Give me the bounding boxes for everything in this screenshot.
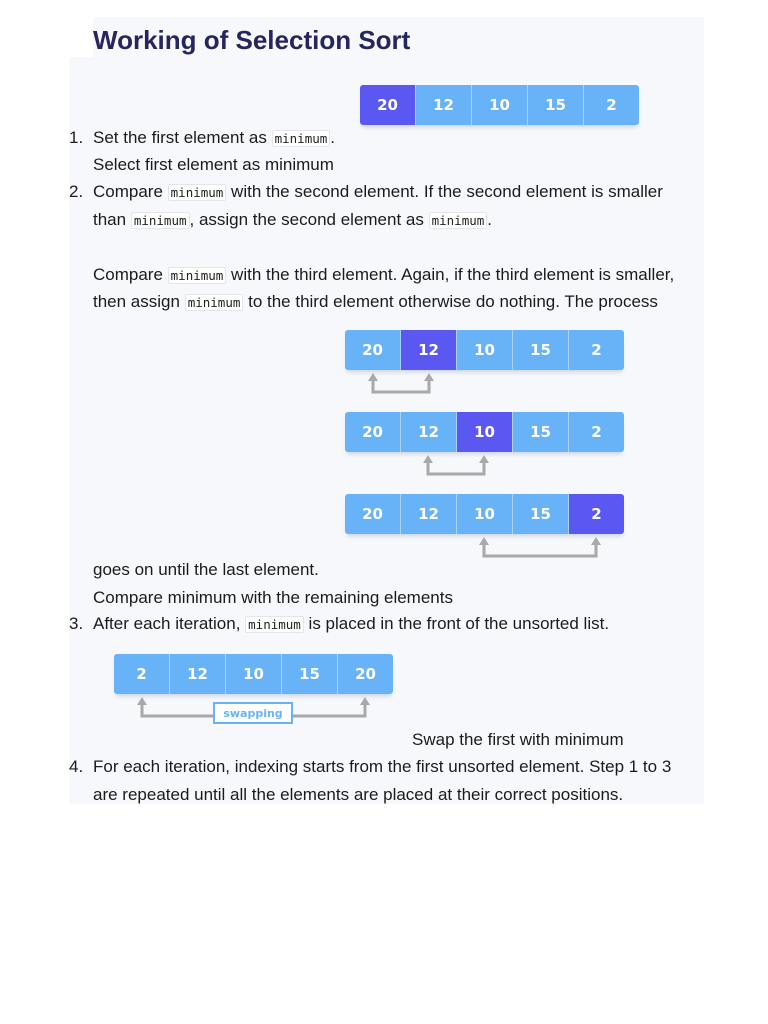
swapping-label: swapping (213, 702, 293, 724)
array-initial (360, 85, 639, 125)
array-cell: 12 (401, 412, 457, 452)
array-cell: 15 (513, 494, 569, 534)
text-fragment: After each iteration, (93, 614, 246, 633)
step-4-line-1: For each iteration, indexing starts from the first unsorted element. Step 1 to 3 (93, 757, 672, 776)
array-cell: 20 (338, 654, 393, 694)
array-cell: 10 (457, 494, 513, 534)
text-fragment: Compare (93, 265, 168, 284)
array-cell: 2 (584, 85, 639, 125)
step-2-line-2 (93, 206, 492, 234)
array-cell-minimum: 2 (569, 494, 624, 534)
text-fragment: . (487, 210, 493, 229)
text-fragment: is placed in the front of the unsorted list. (303, 614, 610, 633)
page-title: Working of Selection Sort (93, 25, 411, 55)
step-3-caption: Swap the first with minimum (412, 730, 624, 749)
array-cell: 12 (170, 654, 226, 694)
code-minimum: minimum (168, 184, 227, 201)
text-fragment: with the second element. If the second element is smaller (226, 182, 663, 201)
code-minimum: minimum (131, 212, 190, 229)
array-cell: 20 (345, 330, 401, 370)
array-after-swap (114, 654, 393, 694)
code-minimum: minimum (185, 294, 244, 311)
step-3-number: 3. (69, 614, 84, 633)
step-1-text (93, 124, 335, 152)
code-minimum: minimum (429, 212, 488, 229)
array-cell: 2 (569, 412, 624, 452)
compare-connector-arrow (476, 536, 606, 562)
step-2-line-1 (93, 178, 663, 206)
step-2-line-5: goes on until the last element. (93, 560, 319, 579)
text-fragment: , assign the second element as (189, 210, 429, 229)
array-cell: 15 (513, 330, 569, 370)
code-minimum: minimum (168, 267, 227, 284)
array-compare-second (345, 330, 624, 370)
array-cell: 10 (457, 330, 513, 370)
array-cell: 12 (401, 494, 457, 534)
array-cell-minimum: 10 (457, 412, 513, 452)
text-fragment: to the third element otherwise do nothing. The process (243, 292, 658, 311)
array-compare-third (345, 412, 624, 452)
step-3-text (93, 610, 609, 638)
array-compare-last (345, 494, 624, 534)
text-fragment: Compare (93, 182, 168, 201)
array-cell-minimum: 12 (401, 330, 457, 370)
array-cell: 15 (282, 654, 338, 694)
step-4-line-2: are repeated until all the elements are placed at their correct positions. (93, 785, 624, 804)
compare-connector-arrow (365, 372, 439, 398)
step-2-caption: Compare minimum with the remaining elements (93, 588, 453, 607)
compare-connector-arrow (420, 454, 494, 480)
step-1-caption: Select first element as minimum (93, 155, 334, 174)
array-cell: 15 (513, 412, 569, 452)
array-cell: 10 (226, 654, 282, 694)
array-cell: 2 (569, 330, 624, 370)
text-fragment: . (330, 128, 336, 147)
step-2-line-4 (93, 288, 658, 316)
text-fragment: with the third element. Again, if the third element is smaller, (226, 265, 675, 284)
text-fragment: than (93, 210, 131, 229)
array-cell-minimum: 20 (360, 85, 416, 125)
code-minimum: minimum (245, 616, 304, 633)
code-minimum: minimum (272, 130, 331, 147)
array-cell: 20 (345, 494, 401, 534)
array-cell: 15 (528, 85, 584, 125)
text-fragment: Set the first element as (93, 128, 272, 147)
array-cell: 10 (472, 85, 528, 125)
step-1-number: 1. (69, 128, 84, 147)
text-fragment: then assign (93, 292, 185, 311)
step-2-line-3 (93, 261, 674, 289)
step-4-number: 4. (69, 757, 84, 776)
step-2-number: 2. (69, 182, 84, 201)
array-cell: 20 (345, 412, 401, 452)
array-cell: 12 (416, 85, 472, 125)
array-cell: 2 (114, 654, 170, 694)
